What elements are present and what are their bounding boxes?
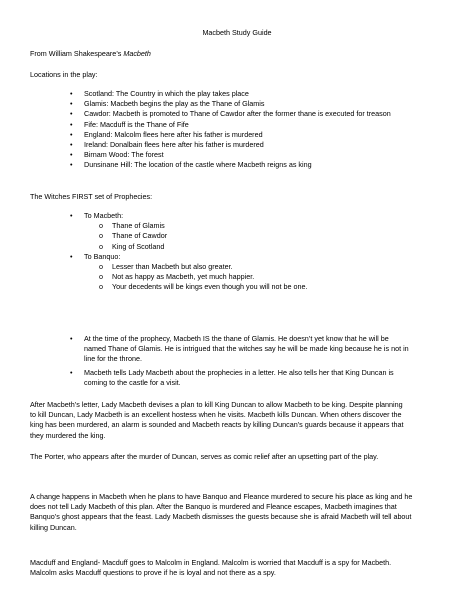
text-line: does not tell Lady Macbeth of this plan. After the Banquo is murdered and Fleance escapes, Macbeth imagines that bbox=[30, 502, 397, 512]
sub-bullet-icon: o bbox=[99, 221, 103, 231]
list-item-text: Cawdor: Macbeth is promoted to Thane of Cawdor after the former thane is executed for treason bbox=[84, 109, 391, 119]
bullet-icon: • bbox=[70, 368, 73, 377]
sub-list-item bbox=[99, 262, 464, 272]
list-item-text: Glamis: Macbeth begins the play as the Thane of Glamis bbox=[84, 99, 265, 109]
text-line: Macduff and England- Macduff goes to Malcolm in England. Malcolm is worried that Macduff is a spy for Macbeth. bbox=[30, 558, 392, 567]
list-item-label: To Macbeth: bbox=[84, 211, 124, 220]
list-item-text: Birnam Wood: The forest bbox=[84, 150, 164, 160]
sub-bullet-icon: o bbox=[99, 282, 103, 292]
text-line: Malcolm asks Macduff questions to prove if he is loyal and not there as a spy. bbox=[30, 568, 276, 578]
sub-bullet-icon: o bbox=[99, 231, 103, 241]
page-title: Macbeth Study Guide bbox=[202, 28, 272, 37]
sub-list-item-text: Lesser than Macbeth but also greater. bbox=[112, 262, 233, 272]
bullet-icon: • bbox=[70, 140, 73, 150]
sub-list-item bbox=[99, 231, 464, 241]
source-line bbox=[30, 49, 450, 59]
list-item-label: To Banquo: bbox=[84, 251, 121, 261]
bullet-icon: • bbox=[70, 109, 73, 119]
to-macbeth-sublist bbox=[84, 221, 464, 252]
list-item bbox=[70, 99, 464, 109]
list-item-to-macbeth bbox=[70, 211, 464, 221]
paragraph-macduff bbox=[30, 558, 460, 578]
text-line: coming to the castle for a visit. bbox=[84, 378, 181, 388]
paragraph-change bbox=[30, 492, 460, 533]
sub-list-item bbox=[99, 282, 464, 292]
list-item-text: England: Malcolm flees here after his father is murdered bbox=[84, 129, 263, 139]
list-item bbox=[70, 119, 464, 130]
bullet-icon: • bbox=[70, 160, 73, 170]
sub-bullet-icon: o bbox=[99, 262, 103, 272]
text-line: At the time of the prophecy, Macbeth IS the thane of Glamis. He doesn’t yet know that he will be bbox=[84, 334, 389, 343]
text-line: named Thane of Glamis. He is intrigued that the witches say he will be made king because he is not in bbox=[84, 344, 409, 354]
list-item bbox=[70, 160, 464, 170]
list-item bbox=[70, 129, 464, 140]
bullet-icon: • bbox=[70, 211, 73, 220]
to-banquo-sublist bbox=[84, 262, 464, 293]
prophecies-list bbox=[70, 211, 464, 293]
locations-list bbox=[70, 89, 464, 171]
bullet-icon: • bbox=[70, 129, 73, 139]
list-item bbox=[70, 140, 464, 150]
text-line: line for the throne. bbox=[84, 354, 142, 364]
text-line: killing Duncan. bbox=[30, 522, 77, 532]
text-line: Macbeth tells Lady Macbeth about the prophecies in a letter. He also tells her that King Duncan is bbox=[84, 368, 394, 377]
source-work: Macbeth bbox=[123, 49, 151, 58]
prophecy-note-2 bbox=[70, 368, 464, 388]
list-item-to-banquo bbox=[70, 251, 464, 262]
list-item bbox=[70, 89, 464, 99]
paragraph-porter bbox=[30, 452, 460, 462]
list-item-text: Ireland: Donalbain flees here after his father is murdered bbox=[84, 140, 264, 150]
sub-list-item bbox=[99, 272, 464, 282]
sub-bullet-icon: o bbox=[99, 241, 103, 251]
bullet-icon: • bbox=[70, 334, 73, 343]
paragraph-letter bbox=[30, 400, 460, 441]
list-item bbox=[70, 109, 464, 119]
sub-list-item-text: Thane of Glamis bbox=[112, 221, 165, 231]
sub-list-item bbox=[99, 241, 464, 252]
prophecies-heading: The Witches FIRST set of Prophecies: bbox=[30, 192, 153, 201]
text-line: to kill Duncan, Lady Macbeth is an excellent hostess when he visits. Macbeth kills Duncan. When others discover the bbox=[30, 410, 402, 420]
list-item-text: Dunsinane Hill: The location of the castle where Macbeth reigns as king bbox=[84, 160, 312, 170]
sub-list-item bbox=[99, 221, 464, 231]
text-line: The Porter, who appears after the murder of Duncan, serves as comic relief after an upsetting part of the play. bbox=[30, 452, 379, 461]
sub-list-item-text: King of Scotland bbox=[112, 241, 165, 251]
text-line: Banquo’s ghost appears that the feast. Lady Macbeth dismisses the guests because she is afraid Macbeth will tell about bbox=[30, 512, 412, 522]
list-item bbox=[70, 150, 464, 160]
text-line: they murdered the king. bbox=[30, 430, 106, 440]
prophecy-note-1 bbox=[70, 334, 464, 365]
bullet-icon: • bbox=[70, 89, 73, 98]
sub-bullet-icon: o bbox=[99, 272, 103, 282]
sub-list-item-text: Thane of Cawdor bbox=[112, 231, 168, 241]
sub-list-item-text: Not as happy as Macbeth, yet much happier. bbox=[112, 272, 255, 282]
sub-list-item-text: Your decedents will be kings even though you will not be one. bbox=[112, 282, 308, 292]
bullet-icon: • bbox=[70, 119, 73, 129]
text-line: After Macbeth’s letter, Lady Macbeth devises a plan to kill King Duncan to allow Macbeth to be king. Despite planning bbox=[30, 400, 403, 409]
text-line: king has been murdered, an alarm is sounded and Macbeth reacts by killing Duncan’s guards because it appears that bbox=[30, 420, 404, 430]
list-item-text: Fife: Macduff is the Thane of Fife bbox=[84, 119, 189, 129]
list-item-text: Scotland: The Country in which the play takes place bbox=[84, 89, 249, 98]
bullet-icon: • bbox=[70, 251, 73, 261]
bullet-icon: • bbox=[70, 99, 73, 109]
locations-heading: Locations in the play: bbox=[30, 70, 98, 79]
text-line: A change happens in Macbeth when he plans to have Banquo and Fleance murdered to secure his place as king and he bbox=[30, 492, 413, 501]
bullet-icon: • bbox=[70, 150, 73, 160]
source-prefix: From William Shakespeare’s bbox=[30, 49, 124, 58]
